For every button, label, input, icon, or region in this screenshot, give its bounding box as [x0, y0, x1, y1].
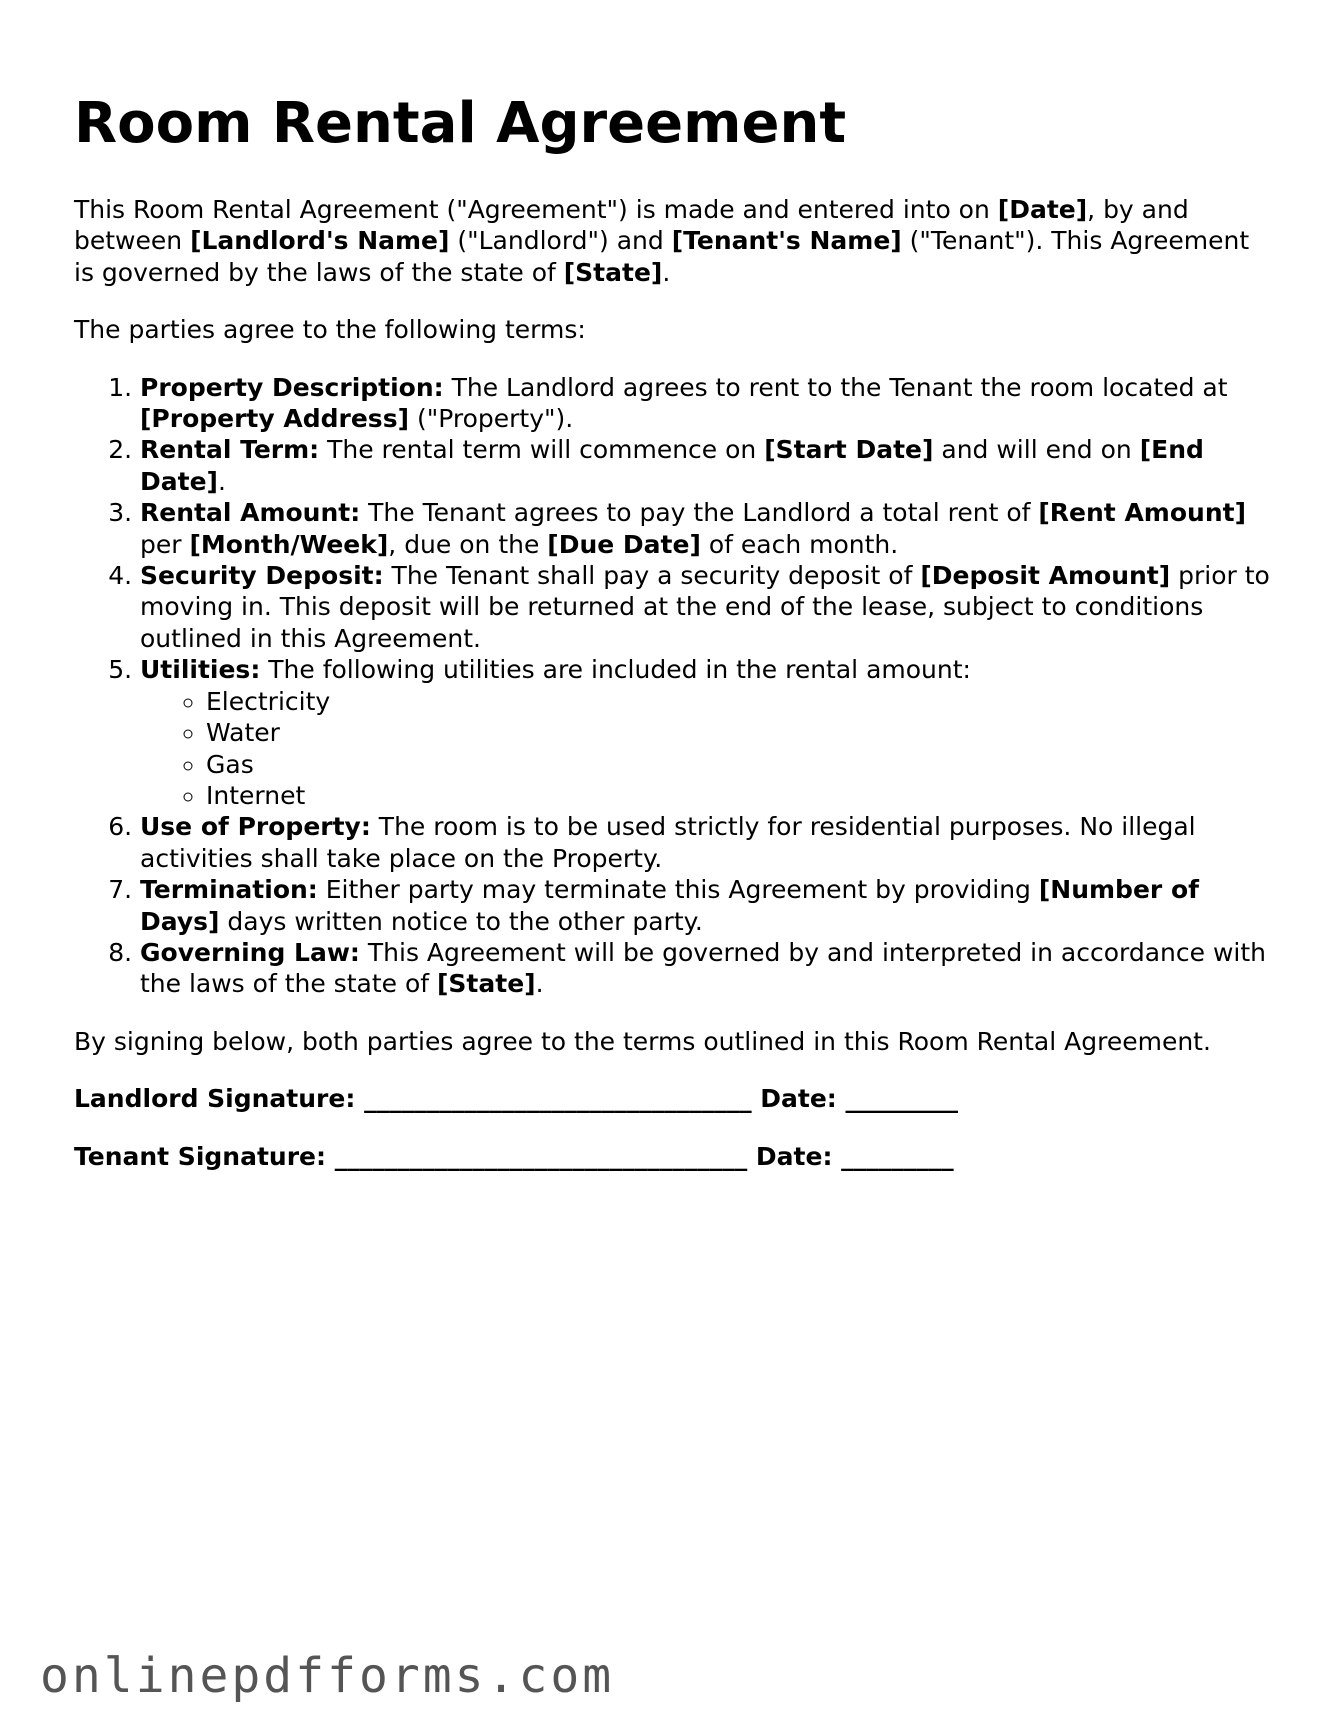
- intro-state-placeholder: [State]: [563, 257, 663, 287]
- term-heading: Rental Amount:: [140, 498, 361, 528]
- term-heading: Use of Property:: [140, 812, 371, 842]
- term-utilities: 5. Utilities: The following utilities are included in the rental amount: ◦ Electricity ◦ Water ◦ Gas ◦ Internet: [140, 654, 1274, 811]
- landlord-date-label: Date:: [760, 1084, 837, 1114]
- landlord-signature-row: [74, 1083, 1274, 1114]
- term-termination: 7. Termination: Either party may terminate this Agreement by providing [Number of Days] days written notice to the other party.: [140, 874, 1274, 937]
- term-heading: Termination:: [140, 875, 318, 905]
- term-heading: Governing Law:: [140, 937, 360, 967]
- term-heading: Utilities:: [140, 655, 261, 685]
- utilities-list: [140, 686, 1274, 812]
- number-of-days-placeholder: [Number of Days]: [140, 875, 1199, 936]
- term-heading: Security Deposit:: [140, 561, 384, 591]
- property-address-placeholder: [Property Address]: [140, 404, 409, 434]
- end-date-placeholder: [End Date]: [140, 435, 1204, 496]
- term-rental-term: 2. Rental Term: The rental term will commence on [Start Date] and will end on [End Date].: [140, 434, 1274, 497]
- term-heading: Property Description:: [140, 372, 444, 402]
- closing-statement: By signing below, both parties agree to the terms outlined in this Room Rental Agreement.: [74, 1026, 1211, 1056]
- terms-intro: The parties agree to the following terms:: [74, 315, 586, 345]
- intro-tenant-name-placeholder: [Tenant's Name]: [671, 226, 902, 256]
- intro-landlord-name-placeholder: [Landlord's Name]: [190, 226, 450, 256]
- utility-item: ◦ Internet: [206, 780, 1274, 811]
- intro-date-placeholder: [Date]: [997, 195, 1088, 224]
- intro-text-2: , by and between: [74, 195, 1189, 256]
- period-placeholder: [Month/Week]: [189, 529, 389, 559]
- intro-text-1: This Room Rental Agreement ("Agreement") is made and entered into on: [74, 195, 998, 224]
- term-rental-amount: 3. Rental Amount: The Tenant agrees to pay the Landlord a total rent of [Rent Amount] per [Month/Week], due on the [Due Date] of each month.: [140, 497, 1274, 560]
- document-page: [74, 0, 1274, 1172]
- due-date-placeholder: [Due Date]: [547, 529, 701, 559]
- tenant-date-line: _________: [841, 1141, 954, 1171]
- rent-amount-placeholder: [Rent Amount]: [1038, 498, 1246, 528]
- tenant-signature-label: Tenant Signature:: [74, 1141, 326, 1171]
- terms-list: [74, 372, 1274, 1000]
- intro-text-5: .: [662, 257, 671, 287]
- tenant-date-label: Date:: [755, 1141, 833, 1171]
- site-watermark: onlinepdfforms.com: [40, 1648, 615, 1704]
- deposit-amount-placeholder: [Deposit Amount]: [920, 561, 1171, 591]
- term-use-of-property: 6. Use of Property: The room is to be used strictly for residential purposes. No illegal activities shall take place on the Property.: [140, 811, 1274, 874]
- landlord-date-line: _________: [845, 1084, 959, 1114]
- intro-text-3: ("Landlord") and: [449, 226, 672, 256]
- utility-item: ◦ Gas: [206, 749, 1274, 780]
- document-title: Room Rental Agreement: [74, 91, 847, 156]
- utility-item: ◦ Water: [206, 717, 1274, 748]
- tenant-signature-line: _________________________________: [334, 1141, 748, 1171]
- term-security-deposit: 4. Security Deposit: The Tenant shall pay a security deposit of [Deposit Amount] prior to moving in. This deposit will be returned at the end of the lease, subject to conditions outlined in this Agreement.: [140, 560, 1274, 654]
- landlord-signature-label: Landlord Signature:: [74, 1084, 356, 1114]
- utility-item: ◦ Electricity: [206, 686, 1274, 717]
- state-placeholder: [State]: [437, 969, 536, 999]
- start-date-placeholder: [Start Date]: [764, 435, 934, 465]
- intro-text-4: ("Tenant"). This Agreement is governed by the laws of the state of: [74, 226, 1250, 287]
- intro-paragraph: [74, 194, 1274, 288]
- tenant-signature-row: [74, 1141, 1274, 1172]
- term-heading: Rental Term:: [140, 435, 320, 465]
- term-property-description: 1. Property Description: The Landlord agrees to rent to the Tenant the room located at [Property Address] ("Property").: [140, 372, 1274, 435]
- landlord-signature-line: _______________________________: [364, 1084, 752, 1114]
- term-governing-law: 8. Governing Law: This Agreement will be governed by and interpreted in accordance with the laws of the state of [State].: [140, 937, 1274, 1000]
